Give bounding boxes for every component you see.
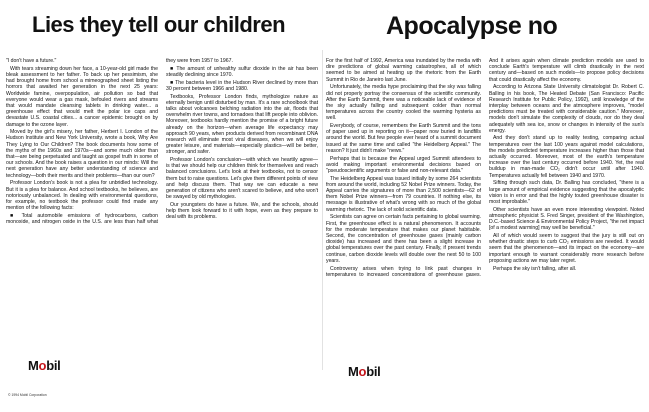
right-paragraph: Controversy arises when trying to link past changes in temperatures to increased concentrations of greenhouse gases. And it arises again when climate prediction models are used to conclude Earth's temperature will climb drastically in the next century and—based on such models—to propose policy decisions that could drastically affect the economy. xyxy=(326,58,644,278)
left-bullet: ■ Total automobile emissions of hydrocarbons, carbon monoxide, and nitrogen oxide in the U.S. are less than half what they were from 1957 to 1967. xyxy=(6,58,233,226)
mobil-logo xyxy=(28,359,60,372)
logo-red-o: o xyxy=(358,364,367,379)
logo-prefix: M xyxy=(348,364,359,379)
page-gutter xyxy=(322,50,323,370)
right-paragraph: The Heidelberg Appeal was issued initially by some 264 scientists from around the world, including 52 Nobel Prize winners. Today, the Appeal carries the signatures of more than 2,500 scientists—62 of them Nobel Prize winners—from 79 countries. If nothing else, its message is illustrative of what's wrong with so much of the global warming rhetoric. The lack of solid scientific data. xyxy=(326,175,481,213)
right-paragraph: For the first half of 1992, America was inundated by the media with dire predictions of global warming catastrophes, all of which seemed to be aimed at heating up the rhetoric from the Earth Summit in Rio de Janeiro last June. xyxy=(326,58,481,83)
left-paragraph: Moved by the girl's misery, her father, Herbert I. London of the Hudson Institute and New York University, wrote a book, Why Are They Lying to Our Children? The book documents how some of the myths of the 1960s and 1970s—and some much older than that—are being perpetuated and taught as gospel truth in some of our schools. And the book raises a question in our minds: Will the next generation have any better understanding of science and technology—both their merits and their problems—than our own? xyxy=(6,129,158,179)
left-bullet: ■ The amount of unhealthy sulfur dioxide in the air has been steadily declining since 1970. xyxy=(166,65,318,78)
logo-red-o: o xyxy=(38,358,47,373)
right-paragraph: Other scientists have an even more interesting viewpoint. Noted atmospheric physicist S. Fred Singer, president of the Washington, D.C.-based Science & Environmental Policy Project, "the net impact [of a modest warming] may well be beneficial." xyxy=(489,206,644,232)
left-paragraph: Our youngsters do have a future. We, and the schools, should help them look forward to it with hope, even as they prepare to deal with its problems. xyxy=(166,201,318,221)
right-advertisement xyxy=(326,0,646,412)
right-paragraph: Unfortunately, the media hype proclaiming that the sky was falling did not properly portray the consensus of the scientific community. After the Earth Summit, there was a noticeable lack of evidence of the sky actually falling and subsequent colder than normal temperatures across the country cooled the warming hysteria as well. xyxy=(326,84,481,122)
right-body-text xyxy=(326,58,644,358)
right-paragraph: Perhaps the sky isn't falling, after all. xyxy=(493,265,577,272)
left-paragraph: Professor London's book is not a plea for unbridled technology. But it is a plea for balance. And school textbooks, he believes, are notoriously unbalanced. In dealing with environmental questions, for example, no textbook the professor could find made any mention of the following facts: xyxy=(6,180,158,212)
copyright-notice: © 1994 Mobil Corporation xyxy=(8,393,47,397)
right-paragraph: Sifting through such data, Dr. Balling has concluded, "there is a large amount of empirical evidence suggesting that the apocalyptic vision is in error and that the highly touted greenhouse disaster is most improbable." xyxy=(489,180,644,205)
logo-prefix: M xyxy=(28,358,39,373)
right-paragraph: According to Arizona State University climatologist Dr. Robert C. Balling in his book, The Heated Debate (San Francisco: Pacific Research Institute for Public Policy, 1992), until knowledge of the interplay between oceans and the atmosphere improves, "model predictions must be treated with considerable caution." Moreover, models don't simulate the complexity of clouds, nor do they deal adequately with sea ice, snow or changes in intensity of the sun's energy. xyxy=(489,84,644,134)
left-headline: Lies they tell our children xyxy=(32,12,286,37)
left-body-text xyxy=(6,58,318,358)
right-paragraph: All of which would seem to suggest that the jury is still out on whether drastic steps to curb CO₂ emissions are needed. It would seem that the phenomenon—and its impact on the economy—are important enough to warrant considerably more research before proposing actions we may later regret. xyxy=(489,232,644,264)
logo-suffix: bil xyxy=(366,364,381,379)
right-paragraph: Perhaps that is because the Appeal urged Summit attendees to avoid making important environmental decisions based on "pseudoscientific arguments or false and non-relevant data." xyxy=(326,155,481,174)
right-paragraph: Everybody, of course, remembers the Earth Summit and the tons of paper used up in reporting on it—paper now buried in landfills around the world. But few people ever heard of a summit document issued at the same time and called "the Heidelberg Appeal." The reason? It just didn't make "news." xyxy=(326,123,481,154)
right-paragraph: Scientists can agree on certain facts pertaining to global warming. First, the greenhouse effect is a natural phenomenon. It accounts for the moderate temperature that makes our planet habitable. Second, the concentration of greenhouse gases (mainly carbon dioxide) has increased and there has been a slight increase in global temperatures over the past century. Finally, if present trends continue, carbon dioxide levels will double over the next 50 to 100 years. xyxy=(326,214,481,264)
mobil-logo xyxy=(348,365,380,378)
left-paragraph: "I don't have a future." xyxy=(6,58,57,64)
left-paragraph: With tears streaming down her face, a 10-year-old girl made the bleak assessment to her father. To back up her pessimism, she had brought home from school a mimeographed sheet listing the horrors that awaited her generation in the next 25 years: Worldwide famine, overpopulation, air pollution so bad that everyone would wear a gas mask, befouled rivers and streams that would mandate cleansing tablets in drinking water... a greenhouse effect that would melt the polar ice caps and devastate U.S. coastal cities... a cancer epidemic brought on by damage to the ozone layer. xyxy=(6,65,158,128)
logo-suffix: bil xyxy=(46,358,61,373)
left-paragraph: Professor London's conclusion—with which we heartily agree—is that we should help our children think for themselves and reach balanced conclusions. Let's look at their textbooks, not to censor them but to raise questions. Let's give them different points of view and help discuss them. That way we can educate a new generation of citizens who aren't scared to believe, and who won't be swayed by old mythologies. xyxy=(166,157,318,201)
right-headline: Apocalypse no xyxy=(386,12,558,40)
right-paragraph: And they don't stand up to reality testing, comparing actual temperatures over the last 100 years against model calculations, the models predicted temperature increases higher than those that actually occurred. Moreover, most of the earth's temperature increase over the last century occurred before 1940. Yet, the real buildup in man-made CO₂ didn't occur until after 1940. Temperatures actually fell between 1940 and 1970. xyxy=(489,135,644,179)
left-advertisement xyxy=(4,0,320,412)
left-bullet: ■ The bacteria level in the Hudson River declined by more than 30 percent between 1966 and 1980. xyxy=(166,79,318,92)
left-paragraph: Textbooks, Professor London finds, mythologize nature as eternally benign until disturbed by man. It's a rare schoolbook that talks about volcanoes belching radiation into the air, floods that overwhelm river towns, and tornadoes that lift people into oblivion. Moreover, textbooks hardly mention the promise of a bright future already on the horizon—when average life expectancy may approach 90 years, when products derived from recombinant DNA research will eliminate most viral diseases, when we will enjoy greater leisure, and materials—especially plastics—will be better, stronger, and safer. xyxy=(166,93,318,156)
